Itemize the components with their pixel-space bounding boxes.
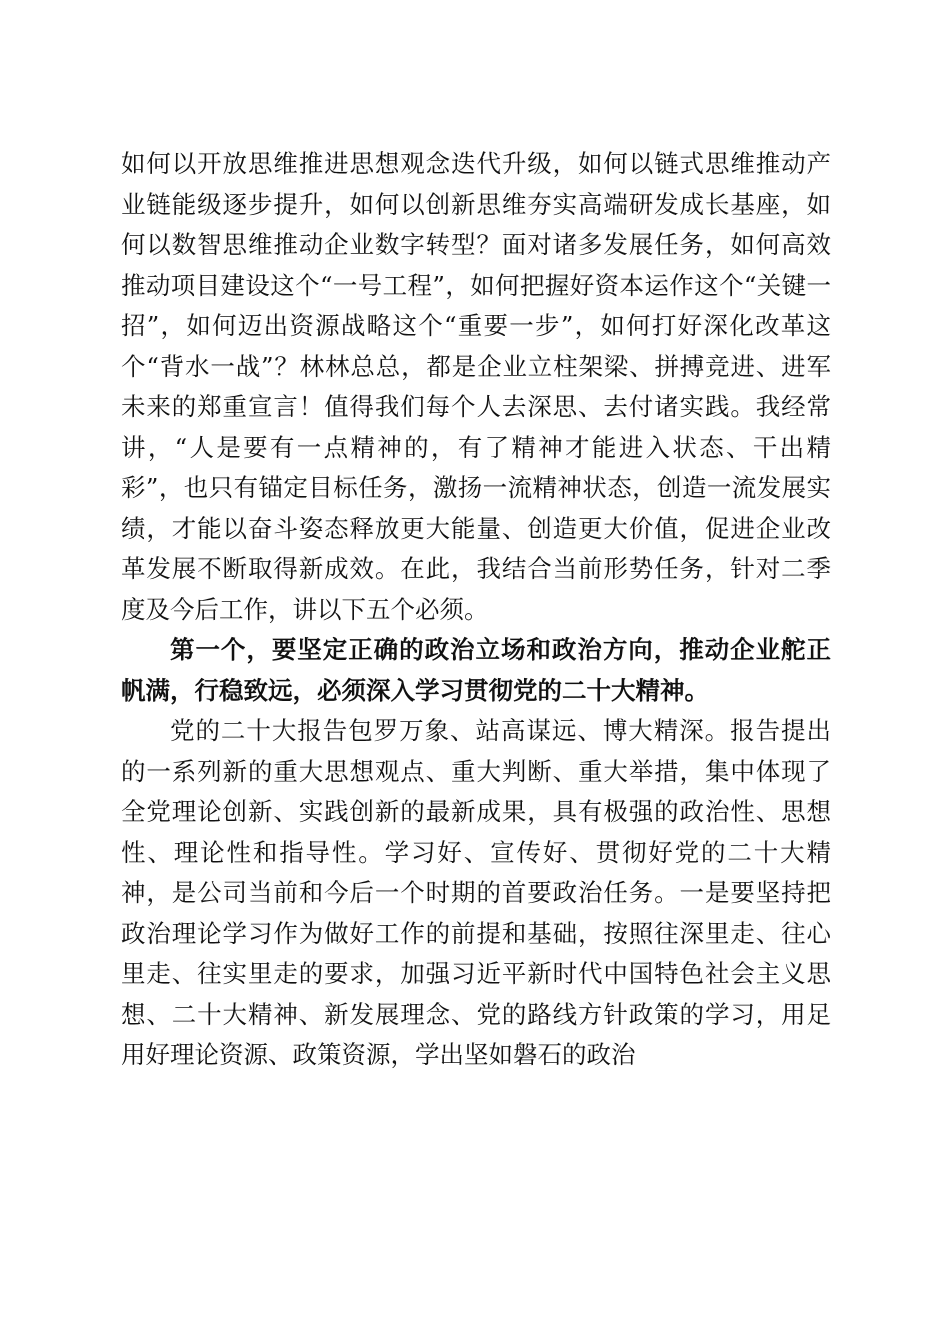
section-heading-first: 第一个，要坚定正确的政治立场和政治方向，推动企业舵正帆满，行稳致远，必须深入学习贯彻党的二十大精神。 [121,635,831,705]
body-text [121,144,831,1076]
paragraph-continuation: 如何以开放思维推进思想观念迭代升级，如何以链式思维推动产业链能级逐步提升，如何以创新思维夯实高端研发成长基座，如何以数智思维推动企业数字转型？面对诸多发展任务，如何高效推动项目建设这个“一号工程”，如何把握好资本运作这个“关键一招”，如何迈出资源战略这个“重要一步”，如何打好深化改革这个“背水一战”？林林总总，都是企业立柱架梁、拼搏竞进、进军未来的郑重宣言！值得我们每个人去深思、去付诸实践。我经常讲，“人是要有一点精神的，有了精神才能进入状态、干出精彩”，也只有锚定目标任务，激扬一流精神状态，创造一流发展实绩，才能以奋斗姿态释放更大能量、创造更大价值，促进企业改革发展不断取得新成效。在此，我结合当前形势任务，针对二季度及今后工作，讲以下五个必须。 [121,149,831,624]
paragraph-party-congress: 党的二十大报告包罗万象、站高谋远、博大精深。报告提出的一系列新的重大思想观点、重大判断、重大举措，集中体现了全党理论创新、实践创新的最新成果，具有极强的政治性、思想性、理论性和指导性。学习好、宣传好、贯彻好党的二十大精神，是公司当前和今后一个时期的首要政治任务。一是要坚持把政治理论学习作为做好工作的前提和基础，按照往深里走、往心里走、往实里走的要求，加强习近平新时代中国特色社会主义思想、二十大精神、新发展理念、党的路线方针政策的学习，用足用好理论资源、政策资源，学出坚如磐石的政治 [121,716,831,1069]
